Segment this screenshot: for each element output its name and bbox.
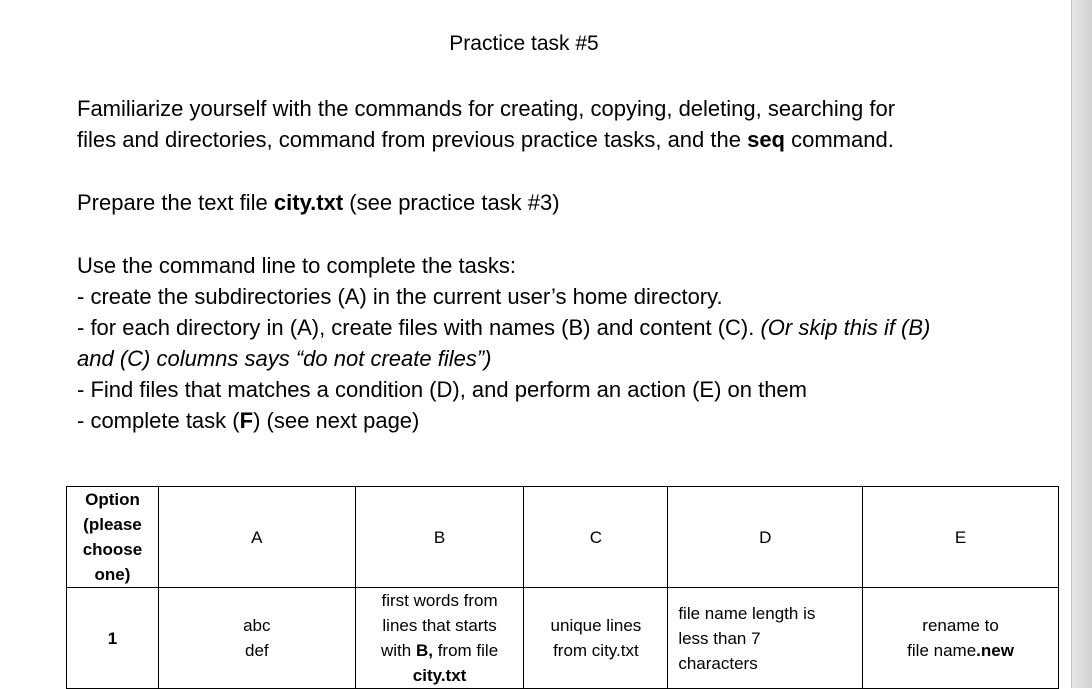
- intro-text: files and directories, command from previous practice tasks, and the: [77, 127, 748, 152]
- task-item-4-text: - complete task (: [77, 408, 240, 433]
- intro-line-2: [77, 124, 1037, 155]
- cell-e-text: file name: [907, 641, 977, 660]
- prepare-paragraph: [77, 187, 1037, 218]
- header-option-line: (please: [83, 515, 142, 534]
- cell-a-line: def: [244, 641, 269, 660]
- task-item-1: - create the subdirectories (A) in the current user’s home directory.: [77, 284, 723, 309]
- cell-d-line: less than 7: [678, 628, 761, 648]
- vertical-scrollbar[interactable]: [1071, 0, 1092, 688]
- header-d: D: [668, 487, 863, 588]
- cell-a-line: abc: [243, 616, 271, 635]
- cell-option: 1: [67, 588, 159, 689]
- cell-b-line: [360, 663, 520, 688]
- task-item-2-text: - for each directory in (A), create files with names (B) and content (C).: [77, 315, 761, 340]
- header-option: [67, 487, 159, 588]
- header-a: A: [158, 487, 355, 588]
- task-item-2-continued: [77, 343, 1037, 374]
- options-table: [66, 486, 1059, 689]
- intro-paragraph: [77, 93, 1037, 155]
- task-item-2-note-end: and (C) columns says “do not create files”): [77, 346, 492, 371]
- header-b: B: [355, 487, 524, 588]
- table-header-row: [67, 487, 1059, 588]
- tasks-paragraph: [77, 250, 1037, 436]
- cell-e-extension: .new: [976, 641, 1014, 660]
- cell-d-line: file name length is: [678, 603, 816, 623]
- cell-c-line: from city.txt: [553, 641, 639, 660]
- intro-text-end: command.: [785, 127, 894, 152]
- cell-b-bold: B,: [415, 641, 433, 660]
- header-option-line: Option: [85, 490, 140, 509]
- page-title: Practice task #5: [449, 32, 599, 55]
- cell-b-filename: city.txt: [412, 666, 467, 685]
- header-c: C: [524, 487, 668, 588]
- prepare-text: Prepare the text file: [77, 190, 274, 215]
- table-row: [67, 588, 1059, 689]
- prepare-text-end: (see practice task #3): [343, 190, 560, 215]
- cell-e: [863, 588, 1059, 689]
- prepare-line: [77, 187, 1037, 218]
- task-item-4: [77, 405, 1037, 436]
- cell-b-text: with: [381, 641, 416, 660]
- cell-a: [158, 588, 355, 689]
- header-option-line: one): [94, 565, 131, 584]
- cell-e-line: rename to: [922, 616, 999, 635]
- seq-command: seq: [747, 127, 785, 152]
- task-f-label: F: [239, 408, 254, 433]
- header-e: E: [863, 487, 1059, 588]
- cell-b-text-end: from file: [432, 641, 499, 660]
- intro-line-1: Familiarize yourself with the commands for creating, copying, deleting, searching for: [77, 96, 896, 121]
- task-item-3: - Find files that matches a condition (D), and perform an action (E) on them: [77, 377, 807, 402]
- task-item-4-text-end: ) (see next page): [253, 408, 420, 433]
- cell-b: [355, 588, 524, 689]
- cell-d-line: characters: [678, 653, 758, 673]
- header-option-line: choose: [82, 540, 143, 559]
- cell-c: [524, 588, 668, 689]
- task-item-2: [77, 312, 1037, 343]
- cell-c-line: unique lines: [550, 616, 642, 635]
- cell-d: [668, 588, 863, 689]
- task-item-2-note: (Or skip this if (B): [760, 315, 931, 340]
- cell-b-line: lines that starts: [382, 616, 497, 635]
- cell-b-line: first words from: [381, 591, 498, 610]
- cell-b-line: [360, 638, 520, 663]
- tasks-heading: Use the command line to complete the tasks:: [77, 253, 516, 278]
- cell-e-line: [867, 638, 1054, 663]
- city-file-name: city.txt: [273, 190, 344, 215]
